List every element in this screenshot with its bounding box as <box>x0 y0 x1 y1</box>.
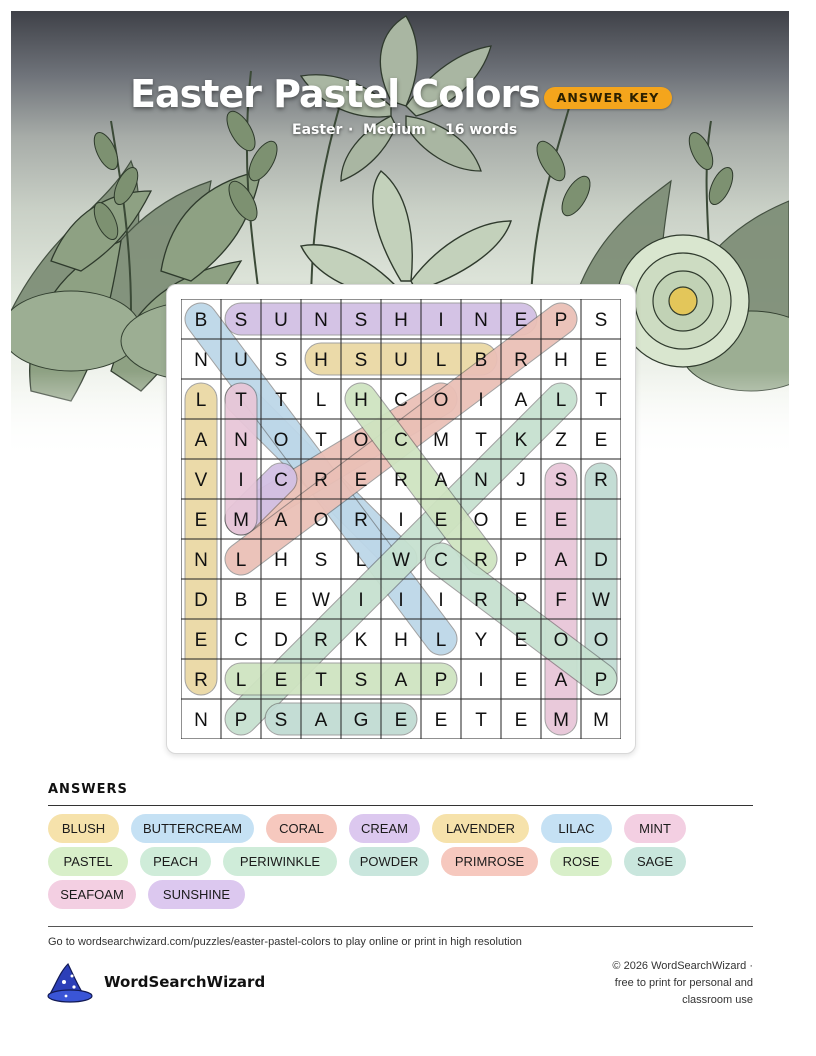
grid-letter[interactable]: R <box>514 350 528 371</box>
grid-letter[interactable]: A <box>554 670 568 691</box>
grid-letter[interactable]: E <box>554 510 568 531</box>
grid-letter[interactable]: P <box>234 710 248 731</box>
grid-letter[interactable]: D <box>594 550 608 571</box>
grid-letter[interactable]: A <box>194 430 208 451</box>
grid-letter[interactable]: M <box>553 710 569 731</box>
grid-letter[interactable]: O <box>433 390 449 411</box>
meta-separator: · <box>348 122 354 138</box>
answer-chip: POWDER <box>349 847 429 876</box>
page-title: Easter Pastel Colors <box>130 72 540 116</box>
grid-letter[interactable]: I <box>358 590 364 611</box>
grid-letter[interactable]: W <box>592 590 610 611</box>
grid-letter[interactable]: I <box>238 470 244 491</box>
grid-letter[interactable]: C <box>274 470 288 491</box>
answer-chip: MINT <box>624 814 686 843</box>
grid-letter[interactable]: B <box>474 350 488 371</box>
answer-chip: BUTTERCREAM <box>131 814 254 843</box>
grid-letter[interactable]: S <box>554 470 568 491</box>
grid-letter[interactable]: U <box>394 350 408 371</box>
grid-letter[interactable]: C <box>234 630 248 651</box>
answer-chip: SEAFOAM <box>48 880 136 909</box>
grid-letter[interactable]: S <box>354 310 368 331</box>
grid-letter[interactable]: S <box>274 350 288 371</box>
meta-difficulty: Medium <box>363 122 426 138</box>
grid-letter[interactable]: O <box>593 630 609 651</box>
grid-letter[interactable]: E <box>354 470 368 491</box>
grid-letter[interactable]: W <box>392 550 410 571</box>
grid-letter[interactable]: L <box>195 390 207 411</box>
grid-letter[interactable]: I <box>478 390 484 411</box>
wizard-hat-icon <box>46 962 94 1004</box>
grid-letter[interactable]: A <box>274 510 288 531</box>
grid-letter[interactable]: I <box>398 590 404 611</box>
copyright-line: © 2026 WordSearchWizard · <box>612 960 753 972</box>
grid-letter[interactable]: D <box>194 590 208 611</box>
grid-letter[interactable]: R <box>314 470 328 491</box>
grid-letter[interactable]: L <box>355 550 367 571</box>
grid-letter[interactable]: K <box>354 630 368 651</box>
grid-letter[interactable]: M <box>233 510 249 531</box>
grid-letter[interactable]: P <box>514 550 528 571</box>
grid-letter[interactable]: R <box>194 670 208 691</box>
grid-letter[interactable]: C <box>394 390 408 411</box>
answer-chip: PASTEL <box>48 847 128 876</box>
grid-letter[interactable]: C <box>394 430 408 451</box>
meta-separator: · <box>431 122 437 138</box>
grid-letter[interactable]: H <box>274 550 288 571</box>
grid-letter[interactable]: T <box>315 430 327 451</box>
answer-chip: PERIWINKLE <box>223 847 337 876</box>
copyright <box>533 958 753 1009</box>
grid-letter[interactable]: H <box>554 350 568 371</box>
answer-chip: CORAL <box>266 814 337 843</box>
grid-letter[interactable]: N <box>234 430 248 451</box>
grid-letter[interactable]: H <box>394 630 408 651</box>
grid-letter[interactable]: B <box>234 590 248 611</box>
grid-letter[interactable]: E <box>274 590 288 611</box>
grid-letter[interactable]: A <box>554 550 568 571</box>
grid-letter[interactable]: O <box>313 510 329 531</box>
meta-theme: Easter <box>292 122 343 138</box>
answer-chip: PRIMROSE <box>441 847 538 876</box>
grid-letter[interactable]: E <box>514 510 528 531</box>
grid-letter[interactable]: S <box>274 710 288 731</box>
grid-letter[interactable]: H <box>394 310 408 331</box>
grid-letter[interactable]: G <box>353 710 369 731</box>
footer-divider <box>48 926 753 927</box>
grid-letter[interactable]: T <box>595 390 607 411</box>
grid-letter[interactable]: N <box>474 310 488 331</box>
grid-letter[interactable]: D <box>274 630 288 651</box>
answer-chip: SUNSHINE <box>148 880 245 909</box>
grid-letter[interactable]: N <box>314 310 328 331</box>
grid-letter[interactable]: A <box>434 470 448 491</box>
grid-letter[interactable]: S <box>234 310 248 331</box>
grid-letter[interactable]: V <box>194 470 208 491</box>
grid-letter[interactable]: N <box>194 710 208 731</box>
grid-letter[interactable]: R <box>354 510 368 531</box>
grid-letter[interactable]: H <box>314 350 328 371</box>
grid-letter[interactable]: F <box>555 590 567 611</box>
grid-letter[interactable]: S <box>594 310 608 331</box>
grid-letter[interactable]: R <box>474 590 488 611</box>
grid-letter[interactable]: Z <box>555 430 567 451</box>
copyright-line: free to print for personal and <box>614 977 753 989</box>
grid-letter[interactable]: S <box>314 550 328 571</box>
grid-letter[interactable]: E <box>434 510 448 531</box>
answers-heading: ANSWERS <box>48 782 128 797</box>
grid-letter[interactable]: P <box>514 590 528 611</box>
grid-letter[interactable]: T <box>315 670 327 691</box>
grid-letter[interactable]: A <box>394 670 408 691</box>
grid-letter[interactable]: Y <box>474 630 488 651</box>
grid-letter[interactable]: A <box>514 390 528 411</box>
grid-letter[interactable]: I <box>478 670 484 691</box>
grid-letter[interactable]: E <box>594 430 608 451</box>
grid-letter[interactable]: I <box>398 510 404 531</box>
grid-letter[interactable]: C <box>434 550 448 571</box>
grid-letter[interactable]: L <box>555 390 567 411</box>
grid-letter[interactable]: R <box>314 630 328 651</box>
answer-key-badge: ANSWER KEY <box>544 87 672 109</box>
grid-letter[interactable]: O <box>553 630 569 651</box>
answer-chip: LAVENDER <box>432 814 529 843</box>
grid-letter[interactable]: E <box>514 710 528 731</box>
grid-letter[interactable]: E <box>514 630 528 651</box>
grid-letter[interactable]: E <box>194 510 208 531</box>
grid-letter[interactable]: I <box>438 310 444 331</box>
grid-letter[interactable]: L <box>435 630 447 651</box>
grid-letter[interactable]: T <box>475 430 487 451</box>
grid-letter[interactable]: U <box>234 350 248 371</box>
grid-letter[interactable]: M <box>593 710 609 731</box>
grid-letter[interactable]: J <box>516 470 526 491</box>
answer-chip: BLUSH <box>48 814 119 843</box>
grid-letter[interactable]: E <box>194 630 208 651</box>
grid-letter[interactable]: N <box>194 350 208 371</box>
puzzle-card <box>166 284 636 754</box>
play-online-link[interactable]: Go to wordsearchwizard.com/puzzles/easter-pastel-colors to play online or print in high resolution <box>48 936 522 948</box>
grid-letter[interactable]: T <box>475 710 487 731</box>
grid-letter[interactable]: W <box>312 590 330 611</box>
grid-letter[interactable]: O <box>273 430 289 451</box>
word-search-grid[interactable] <box>181 299 621 739</box>
grid-letter[interactable]: K <box>514 430 528 451</box>
answer-chip: PEACH <box>140 847 211 876</box>
answer-chip: ROSE <box>550 847 612 876</box>
grid-letter[interactable]: E <box>594 350 608 371</box>
grid-letter[interactable]: H <box>354 390 368 411</box>
grid-letter[interactable]: S <box>354 350 368 371</box>
grid-letter[interactable]: L <box>315 390 327 411</box>
grid-letter[interactable]: E <box>514 670 528 691</box>
meta-word-count: 16 words <box>445 122 518 138</box>
grid-letter[interactable]: P <box>434 670 448 691</box>
grid-letter[interactable]: E <box>394 710 408 731</box>
grid-letter[interactable]: N <box>474 470 488 491</box>
grid-letter[interactable]: L <box>235 670 247 691</box>
grid-letter[interactable]: E <box>434 710 448 731</box>
answer-chip: LILAC <box>541 814 612 843</box>
grid-letter[interactable]: P <box>554 310 568 331</box>
grid-letter[interactable]: B <box>194 310 208 331</box>
brand-name[interactable]: WordSearchWizard <box>104 973 266 991</box>
grid-letter[interactable]: T <box>235 390 247 411</box>
grid-letter[interactable]: E <box>514 310 528 331</box>
grid-letter[interactable]: T <box>275 390 287 411</box>
grid-letter[interactable]: N <box>194 550 208 571</box>
grid-letter[interactable]: O <box>473 510 489 531</box>
grid-letter[interactable]: L <box>235 550 247 571</box>
answers-divider <box>48 805 753 806</box>
copyright-line: classroom use <box>682 994 753 1006</box>
grid-letter[interactable]: A <box>314 710 328 731</box>
grid-letter[interactable]: P <box>594 670 608 691</box>
grid-letter[interactable]: I <box>438 590 444 611</box>
grid-letter[interactable]: O <box>353 430 369 451</box>
grid-letter[interactable]: R <box>594 470 608 491</box>
grid-letter[interactable]: U <box>274 310 288 331</box>
grid-letter[interactable]: E <box>274 670 288 691</box>
grid-letter[interactable]: L <box>435 350 447 371</box>
answer-chip: SAGE <box>624 847 686 876</box>
grid-letter[interactable]: S <box>354 670 368 691</box>
grid-letter[interactable]: R <box>394 470 408 491</box>
grid-letter[interactable]: M <box>433 430 449 451</box>
answer-chip: CREAM <box>349 814 420 843</box>
grid-letter[interactable]: R <box>474 550 488 571</box>
